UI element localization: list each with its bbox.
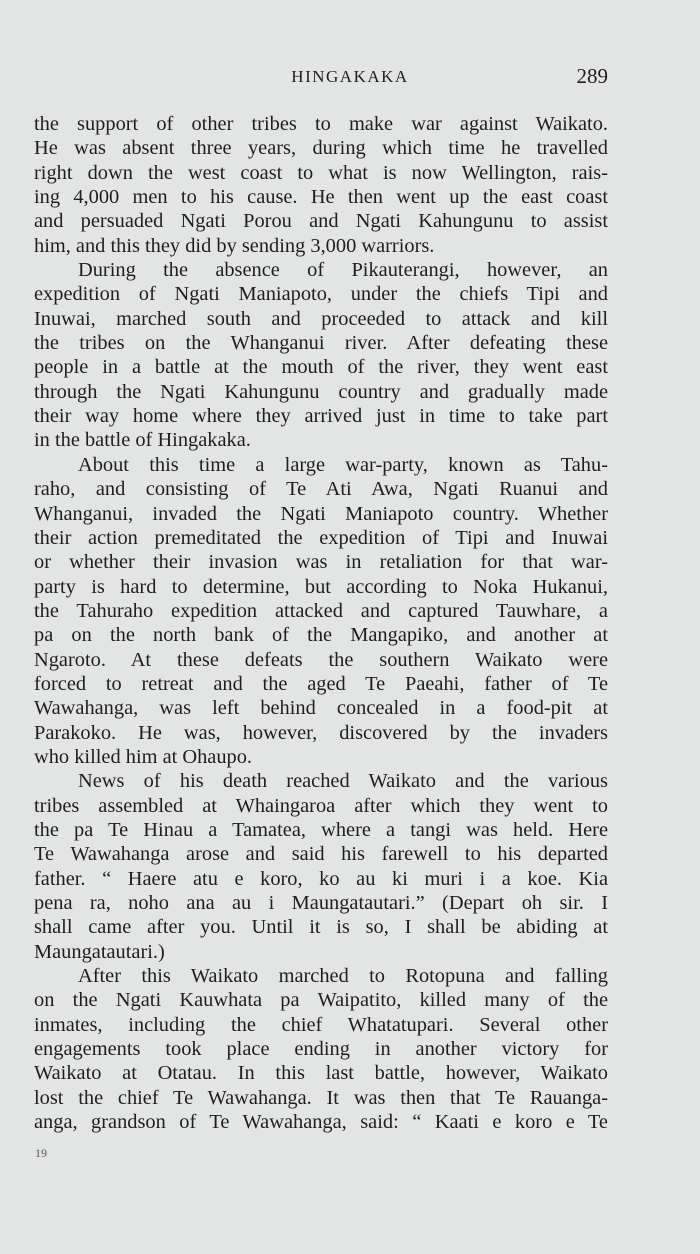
text-line: in the battle of Hingakaka. <box>34 429 251 452</box>
signature-mark: 19 <box>35 1146 47 1160</box>
text-line: forced to retreat and the aged Te Paeahi, father of Te <box>34 672 608 695</box>
text-line: or whether their invasion was in retaliation for that war- <box>34 551 608 574</box>
text-line: father. “ Haere atu e koro, ko au ki muri i a koe. Kia <box>34 867 608 890</box>
text-line: their action premeditated the expedition of Tipi and Inuwai <box>34 526 608 549</box>
text-line: right down the west coast to what is now Wellington, rais- <box>34 161 608 184</box>
text-line: Maungatautari.) <box>34 940 165 963</box>
text-line: and persuaded Ngati Porou and Ngati Kahungunu to assist <box>34 210 608 233</box>
text-line: During the absence of Pikauterangi, however, an <box>78 259 608 282</box>
text-line: raho, and consisting of Te Ati Awa, Ngati Ruanui and <box>34 478 608 501</box>
text-line: pena ra, noho ana au i Maungatautari.” (Depart oh sir. I <box>34 892 608 914</box>
text-line: people in a battle at the mouth of the river, they went east <box>34 356 608 379</box>
text-line: anga, grandson of Te Wawahanga, said: “ Kaati e koro e Te <box>34 1111 608 1134</box>
running-title: HINGAKAKA <box>291 67 409 86</box>
text-line: Ngaroto. At these defeats the southern Waikato were <box>34 648 608 671</box>
body-text <box>34 112 608 1134</box>
text-line: who killed him at Ohaupo. <box>34 745 253 768</box>
text-line: engagements took place ending in another victory for <box>34 1038 608 1061</box>
text-line: News of his death reached Waikato and the various <box>78 770 608 793</box>
text-line: shall came after you. Until it is so, I shall be abiding at <box>34 916 608 939</box>
text-line: inmates, including the chief Whatatupari. Several other <box>34 1013 608 1036</box>
text-line: Waikato at Otatau. In this last battle, however, Waikato <box>34 1062 608 1085</box>
text-line: the tribes on the Whanganui river. After defeating these <box>34 332 608 355</box>
text-line: lost the chief Te Wawahanga. It was then that Te Rauanga- <box>34 1086 608 1109</box>
text-line: on the Ngati Kauwhata pa Waipatito, killed many of the <box>34 989 608 1012</box>
text-line: After this Waikato marched to Rotopuna and falling <box>78 965 608 988</box>
text-line: the pa Te Hinau a Tamatea, where a tangi was held. Here <box>34 818 608 841</box>
paragraph <box>34 258 608 453</box>
paragraph <box>34 964 608 1134</box>
text-line: He was absent three years, during which time he travelled <box>34 137 608 160</box>
paragraph <box>34 112 608 258</box>
paragraph <box>34 453 608 769</box>
text-line: Whanganui, invaded the Ngati Maniapoto country. Whether <box>34 502 608 525</box>
text-line: expedition of Ngati Maniapoto, under the chiefs Tipi and <box>34 283 608 306</box>
text-line: Parakoko. He was, however, discovered by the invaders <box>34 721 608 744</box>
text-line: Wawahanga, was left behind concealed in a food-pit at <box>34 697 608 720</box>
text-line: him, and this they did by sending 3,000 warriors. <box>34 234 435 257</box>
text-line: the support of other tribes to make war against Waikato. <box>34 113 608 135</box>
text-line: Te Wawahanga arose and said his farewell to his departed <box>34 843 608 866</box>
text-line: the Tahuraho expedition attacked and captured Tauwhare, a <box>34 599 608 622</box>
text-line: pa on the north bank of the Mangapiko, and another at <box>34 624 608 647</box>
text-line: Inuwai, marched south and proceeded to attack and kill <box>34 307 608 330</box>
paragraph <box>34 769 608 964</box>
text-line: ing 4,000 men to his cause. He then went up the east coast <box>34 186 608 209</box>
text-line: through the Ngati Kahungunu country and gradually made <box>34 380 608 403</box>
page-number: 289 <box>576 64 608 88</box>
text-line: About this time a large war-party, known as Tahu- <box>78 453 608 476</box>
text-line: tribes assembled at Whaingaroa after which they went to <box>34 794 608 817</box>
text-line: their way home where they arrived just in time to take part <box>34 405 608 428</box>
text-line: party is hard to determine, but according to Noka Hukanui, <box>34 575 608 598</box>
